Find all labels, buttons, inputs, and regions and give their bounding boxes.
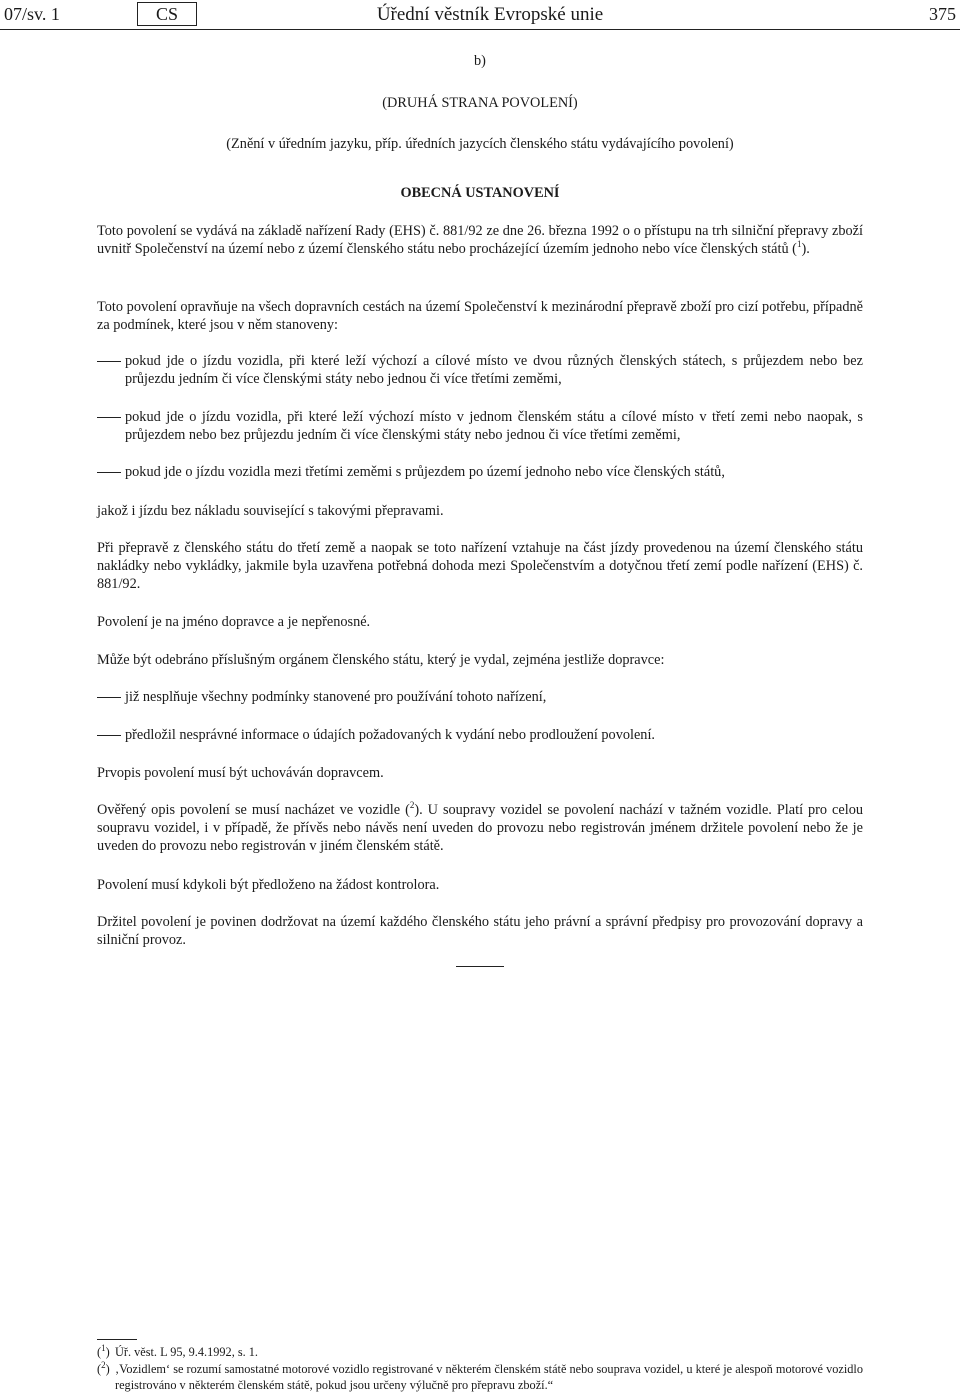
footnote: ($^1$) Úř. věst. L 95, 9.4.1992, s. 1. [97, 1342, 258, 1359]
dash-bullet [97, 735, 121, 736]
paragraph-non-transferable: Povolení je na jméno dopravce a je nepřenosné. [97, 614, 371, 630]
paragraph-withdrawal: Může být odebráno příslušným orgánem členského státu, který je vydal, zejména jestliže dopravce: [97, 652, 665, 668]
dash-bullet [97, 417, 121, 418]
list-item: pokud jde o jízdu vozidla, při které leží výchozí místo v jednom členském státu a cílové místo v třetí zemi nebo naopak, s průjezdem nebo bez průjezdu jedním či více členskými státy nebo jednou či více třetími zeměmi, [97, 408, 863, 444]
list-item: pokud jde o jízdu vozidla, při které leží výchozí a cílové místo ve dvou různých členských státech, s průjezdem nebo bez průjezdu jedním či více členskými státy nebo jednou či více třetími zeměmi, [97, 352, 863, 388]
section-subtitle: (DRUHÁ STRANA POVOLENÍ) [382, 95, 578, 111]
paragraph-scope: Toto povolení opravňuje na všech dopravních cestách na území Společenství k mezinárodní přepravě zboží pro cizí potřebu, případně za podmínek, které jsou v něm stanoveny: [97, 299, 863, 333]
footnote: ($^2$) ‚Vozidlem‘ se rozumí samostatné motorové vozidlo registrované v některém členském státě nebo souprava vozidel, u které je alespoň motorové vozidlo registrováno v některém členském státě, pokud jsou určeny výlučně pro přepravu zboží.“ [97, 1359, 863, 1392]
paragraph-legal-basis: Toto povolení se vydává na základě nařízení Rady (EHS) č. 881/92 ze dne 26. března 1992 o o přístupu na trh silniční přepravy zboží uvnitř Společenství na území nebo z území členského státu nebo procházející územím jednoho nebo více členských států ($^1$). [97, 223, 863, 257]
footnote-rule [97, 1339, 137, 1340]
dash-bullet [97, 472, 121, 473]
paragraph-inspection: Povolení musí kdykoli být předloženo na žádost kontrolora. [97, 877, 440, 893]
dash-bullet [97, 361, 121, 362]
footnote-marker: ($^2$) [97, 1359, 110, 1376]
paragraph-empty-runs: jakož i jízdu bez nákladu související s takovými přepravami. [97, 503, 444, 519]
page-number: 375 [929, 4, 956, 24]
paragraph-third-countries: Při přepravě z členského státu do třetí země a naopak se toto nařízení vztahuje na část jízdy provedenou na území členského státu nakládky nebo vykládky, jakmile byla uzavřena potřebná dohoda mezi Společenstvím a dotyčnou třetí zemí podle nařízení (EHS) č. 881/92. [97, 540, 863, 592]
list-item: již nesplňuje všechny podmínky stanovené pro používání tohoto nařízení, [97, 688, 863, 706]
footnotes [97, 1344, 863, 1394]
section-letter: b) [474, 53, 486, 69]
page-header [0, 0, 960, 30]
dash-bullet [97, 697, 121, 698]
section-separator [456, 966, 504, 967]
paragraph-certified-copy: Ověřený opis povolení se musí nacházet ve vozidle ($^2$). U soupravy vozidel se povolení nachází v tažném vozidle. Platí pro celou soupravu vozidel, i v případě, že přívěs nebo návěs není uveden do provozu nebo registrován jménem držitele povolení nebo že je uveden do provozu nebo registrován v jiném členském státě. [97, 800, 863, 854]
list-item: předložil nesprávné informace o údajích požadovaných k vydání nebo prodloužení povolení. [97, 726, 863, 744]
header-rule [0, 29, 960, 30]
language-note: (Znění v úředním jazyku, příp. úředních jazycích členského státu vydávajícího povolení) [226, 136, 734, 152]
language-code-box: CS [137, 2, 197, 26]
issue-number: 07/sv. 1 [4, 4, 60, 24]
paragraph-original-copy: Prvopis povolení musí být uchováván dopravcem. [97, 765, 384, 781]
section-heading: OBECNÁ USTANOVENÍ [400, 185, 560, 201]
footnote-ref-2: 2 [409, 800, 415, 811]
paragraph-holder-obligations: Držitel povolení je povinen dodržovat na území každého členského státu jeho právní a správní předpisy pro provozování dopravy a silniční provoz. [97, 914, 863, 948]
footnote-ref-1: 1 [796, 239, 802, 250]
footnote-marker: ($^1$) [97, 1342, 110, 1359]
journal-title: Úřední věstník Evropské unie [376, 4, 604, 25]
list-item: pokud jde o jízdu vozidla mezi třetími zeměmi s průjezdem po území jednoho nebo více členských států, [97, 463, 863, 481]
